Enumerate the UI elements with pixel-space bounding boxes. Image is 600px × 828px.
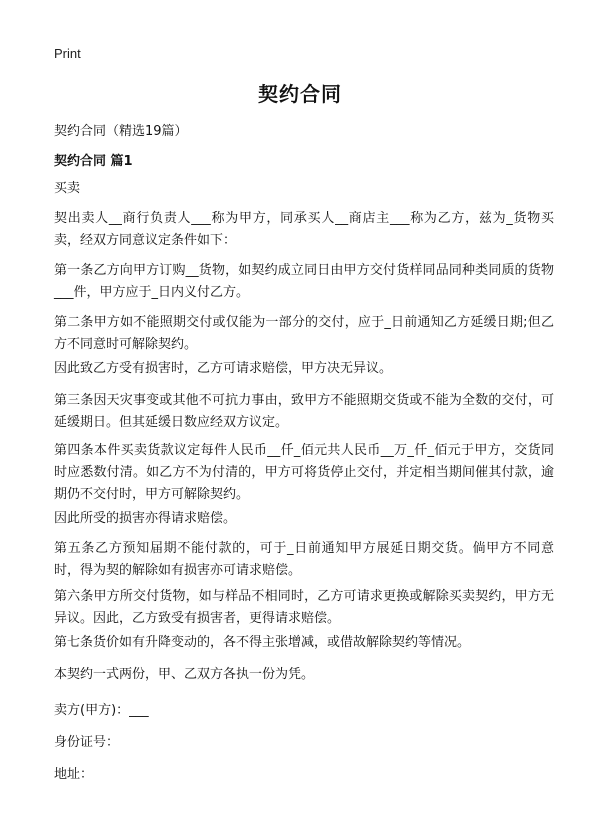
paragraph-article-5: 第五条乙方预知届期不能付款的，可于_日前通知甲方展延日期交货。倘甲方不同意时，得为契的解除如有损害亦可请求赔偿。 <box>54 541 554 578</box>
address-line: 地址： <box>54 767 94 782</box>
paragraph-article-3: 第三条因天灾事变或其他不可抗力事由，致甲方不能照期交货或不能为全数的交付，可延缓期日。但其延缓日数应经双方议定。 <box>54 393 554 430</box>
paragraph-article-6: 第六条甲方所交付货物，如与样品不相同时，乙方可请求更换或解除买卖契约，甲方无异议。因此，乙方致受有损害者，更得请求赔偿。 <box>54 589 554 626</box>
id-number-line: 身份证号： <box>54 735 120 750</box>
paragraph-article-4: 第四条本件买卖货款议定每件人民币__仟_佰元共人民币__万_仟_佰元于甲方，交货同时应悉数付清。如乙方不为付清的，甲方可将货停止交付，并定相当期间催其付款，逾期仍不交付时，甲方可解除契约。 <box>54 443 554 502</box>
paragraph-article-1: 第一条乙方向甲方订购__货物，如契约成立同日由甲方交付货样同品同种类同质的货物___件，甲方应于_日内义付乙方。 <box>54 263 554 300</box>
paragraph-article-7: 第七条货价如有升降变动的，各不得主张增减，或借故解除契约等情况。 <box>54 635 471 650</box>
paragraph-parties: 契出卖人__商行负责人___称为甲方，同承买人__商店主___称为乙方，兹为_货物买卖，经双方同意议定条件如下： <box>54 211 554 248</box>
paragraph-damages-1: 因此致乙方受有损害时，乙方可请求赔偿，甲方决无异议。 <box>54 361 393 376</box>
seller-signature-line: 卖方(甲方)：___ <box>54 703 149 718</box>
document-title: 契约合同 <box>258 82 342 106</box>
section-heading: 契约合同 篇1 <box>54 154 133 169</box>
paragraph-article-2: 第二条甲方如不能照期交付或仅能为一部分的交付，应于_日前通知乙方延缓日期;但乙方不同意时可解除契约。 <box>54 315 554 352</box>
paragraph-buy-sell: 买卖 <box>54 181 81 196</box>
paragraph-damages-2: 因此所受的损害亦得请求赔偿。 <box>54 511 237 526</box>
paragraph-copies: 本契约一式两份，甲、乙双方各执一份为凭。 <box>54 667 315 682</box>
print-label[interactable]: Print <box>54 46 81 61</box>
document-subtitle: 契约合同（精选19篇） <box>54 124 188 139</box>
